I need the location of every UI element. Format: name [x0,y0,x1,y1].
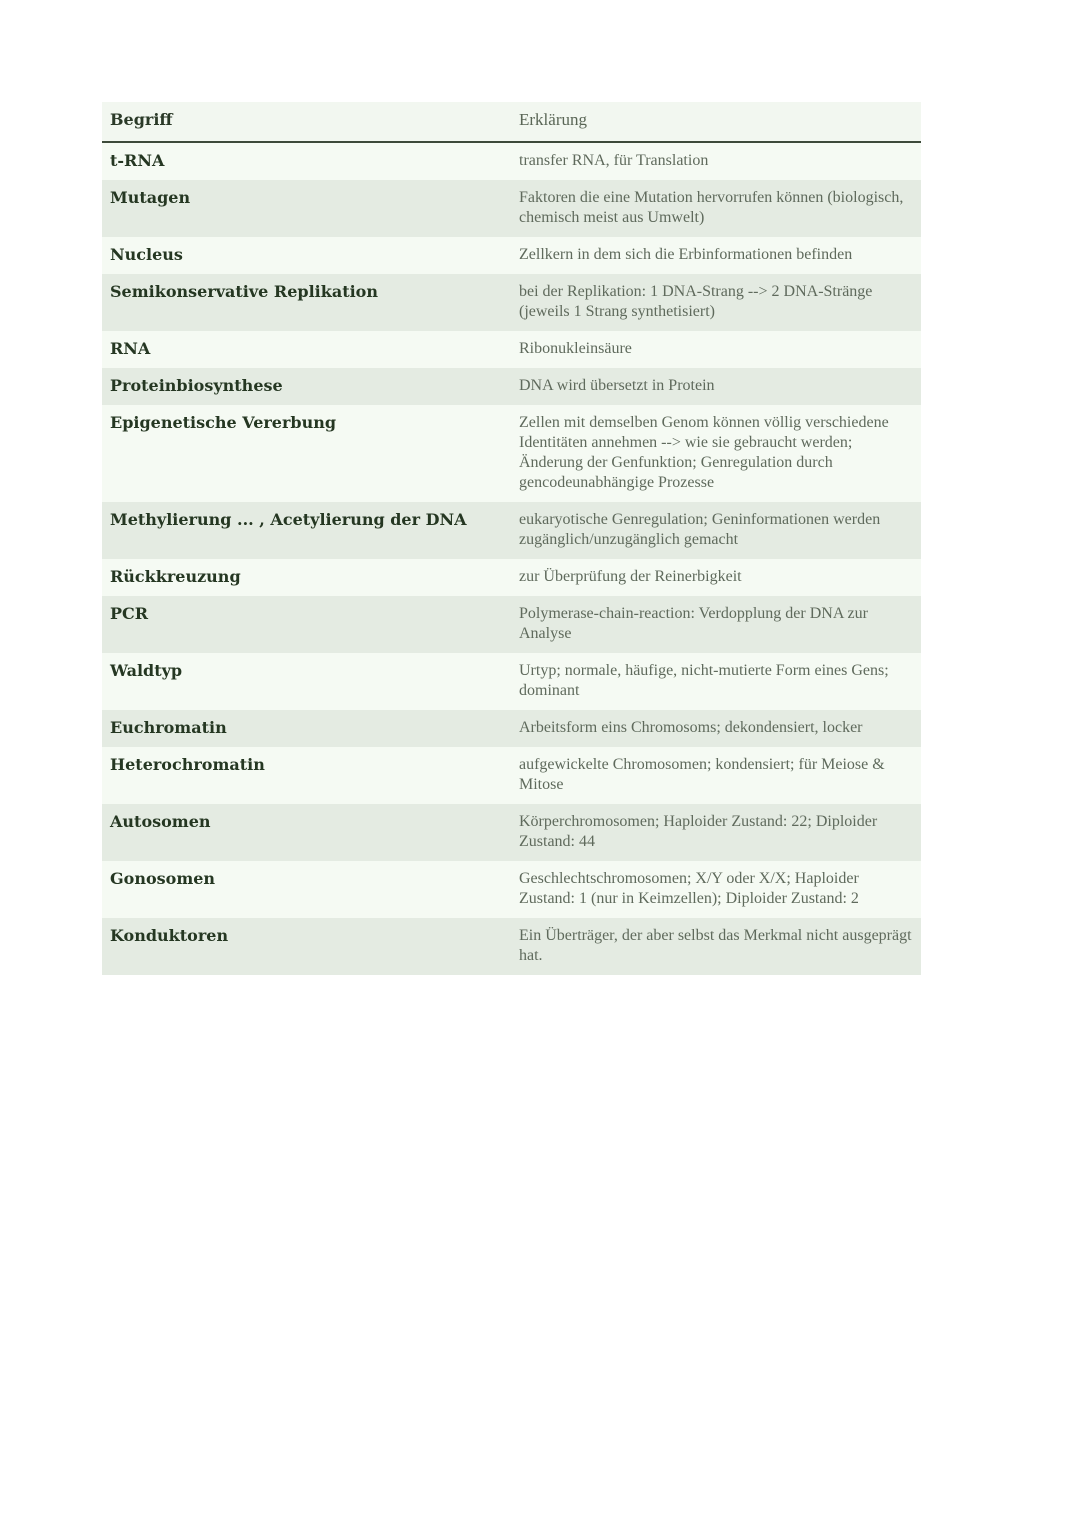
definition-cell: Zellen mit demselben Genom können völlig verschiedene Identitäten annehmen --> wie sie gebraucht werden; Änderung der Genfunktion; Genregulation durch gencodeunabhängige Prozesse [511,405,921,502]
term-cell: Rückkreuzung [102,559,511,596]
term-cell: PCR [102,596,511,653]
definition-cell: eukaryotische Genregulation; Geninformationen werden zugänglich/unzugänglich gemacht [511,502,921,559]
table-row [102,368,921,405]
definition-cell: Geschlechtschromosomen; X/Y oder X/X; Haploider Zustand: 1 (nur in Keimzellen); Diploider Zustand: 2 [511,861,921,918]
table-row [102,180,921,237]
term-cell: Waldtyp [102,653,511,710]
definition-cell: Faktoren die eine Mutation hervorrufen können (biologisch, chemisch meist aus Umwelt) [511,180,921,237]
term-cell: Mutagen [102,180,511,237]
definition-cell: DNA wird übersetzt in Protein [511,368,921,405]
term-cell: Autosomen [102,804,511,861]
table-row [102,596,921,653]
term-cell: Epigenetische Vererbung [102,405,511,502]
definition-cell: Zellkern in dem sich die Erbinformationen befinden [511,237,921,274]
term-cell: Nucleus [102,237,511,274]
definition-cell: Arbeitsform eins Chromosoms; dekondensiert, locker [511,710,921,747]
table-row [102,804,921,861]
term-cell: RNA [102,331,511,368]
table-row [102,918,921,975]
term-cell: Euchromatin [102,710,511,747]
table-row [102,653,921,710]
glossary-table [102,102,921,975]
table-row [102,405,921,502]
header-term: Begriff [102,102,511,142]
table-row [102,331,921,368]
definition-cell: Körperchromosomen; Haploider Zustand: 22; Diploider Zustand: 44 [511,804,921,861]
table-row [102,861,921,918]
definition-cell: transfer RNA, für Translation [511,142,921,180]
term-cell: Heterochromatin [102,747,511,804]
term-cell: Semikonservative Replikation [102,274,511,331]
table-row [102,502,921,559]
term-cell: Konduktoren [102,918,511,975]
table-row [102,559,921,596]
definition-cell: aufgewickelte Chromosomen; kondensiert; für Meiose & Mitose [511,747,921,804]
table-row [102,747,921,804]
definition-cell: Ribonukleinsäure [511,331,921,368]
table-header-row [102,102,921,142]
table-row [102,274,921,331]
term-cell: t-RNA [102,142,511,180]
table-row [102,142,921,180]
definition-cell: Urtyp; normale, häufige, nicht-mutierte Form eines Gens; dominant [511,653,921,710]
definition-cell: Polymerase-chain-reaction: Verdopplung der DNA zur Analyse [511,596,921,653]
term-cell: Gonosomen [102,861,511,918]
table-row [102,237,921,274]
header-definition: Erklärung [511,102,921,142]
definition-cell: zur Überprüfung der Reinerbigkeit [511,559,921,596]
term-cell: Methylierung ... , Acetylierung der DNA [102,502,511,559]
document-page [102,102,921,975]
table-row [102,710,921,747]
definition-cell: Ein Überträger, der aber selbst das Merkmal nicht ausgeprägt hat. [511,918,921,975]
term-cell: Proteinbiosynthese [102,368,511,405]
definition-cell: bei der Replikation: 1 DNA-Strang --> 2 DNA-Stränge (jeweils 1 Strang synthetisiert) [511,274,921,331]
